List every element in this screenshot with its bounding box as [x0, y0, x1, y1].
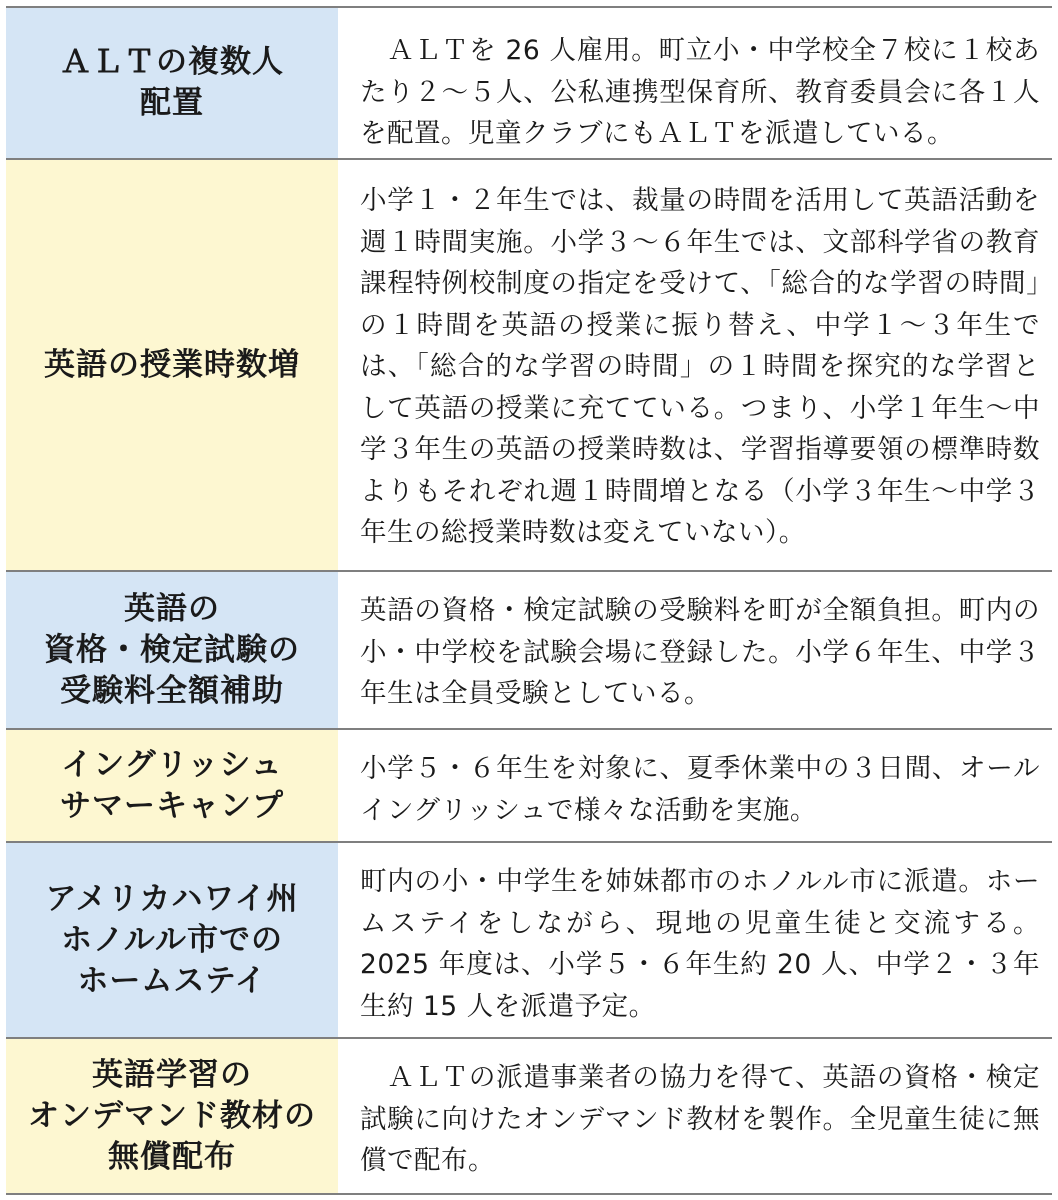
initiatives-table	[6, 6, 1052, 1195]
row-description: 英語の資格・検定試験の受験料を町が全額負担。町内の小・中学校を試験会場に登録した。小学６年生、中学３年生は全員受験としている。	[338, 572, 1052, 728]
row-label: 英語の 資格・検定試験の 受験料全額補助	[6, 572, 338, 728]
row-description: 小学１・２年生では、裁量の時間を活用して英語活動を週１時間実施。小学３〜６年生では、文部科学省の教育課程特例校制度の指定を受けて、「総合的な学習の時間」の１時間を英語の授業に振り替え、中学１〜３年生では、「総合的な学習の時間」の１時間を探究的な学習として英語の授業に充てている。つまり、小学１年生〜中学３年生の英語の授業時数は、学習指導要領の標準時数よりもそれぞれ週１時間増となる（小学３年生〜中学３年生の総授業時数は変えていない）。	[338, 160, 1052, 570]
row-description: ＡＬＴを 26 人雇用。町立小・中学校全７校に１校あたり２〜５人、公私連携型保育所、教育委員会に各１人を配置。児童クラブにもＡＬＴを派遣している。	[338, 8, 1052, 158]
table-row-exam-subsidy	[6, 572, 1052, 730]
table-row-summer-camp	[6, 730, 1052, 843]
row-label: 英語学習の オンデマンド教材の 無償配布	[6, 1039, 338, 1193]
table-row-homestay	[6, 843, 1052, 1039]
row-description: ＡＬＴの派遣事業者の協力を得て、英語の資格・検定試験に向けたオンデマンド教材を製作。全児童生徒に無償で配布。	[338, 1039, 1052, 1193]
row-label: 英語の授業時数増	[6, 160, 338, 570]
row-description: 町内の小・中学生を姉妹都市のホノルル市に派遣。ホームステイをしながら、現地の児童生徒と交流する。2025 年度は、小学５・６年生約 20 人、中学２・３年生約 15 人を派遣予定。	[338, 843, 1052, 1037]
row-label: アメリカハワイ州 ホノルル市での ホームステイ	[6, 843, 338, 1037]
table-row-class-hours	[6, 160, 1052, 572]
row-label: ＡＬＴの複数人 配置	[6, 8, 338, 158]
row-description: 小学５・６年生を対象に、夏季休業中の３日間、オールイングリッシュで様々な活動を実施。	[338, 730, 1052, 841]
table-row-alt-placement	[6, 6, 1052, 160]
table-row-on-demand-materials	[6, 1039, 1052, 1195]
row-label: イングリッシュ サマーキャンプ	[6, 730, 338, 841]
